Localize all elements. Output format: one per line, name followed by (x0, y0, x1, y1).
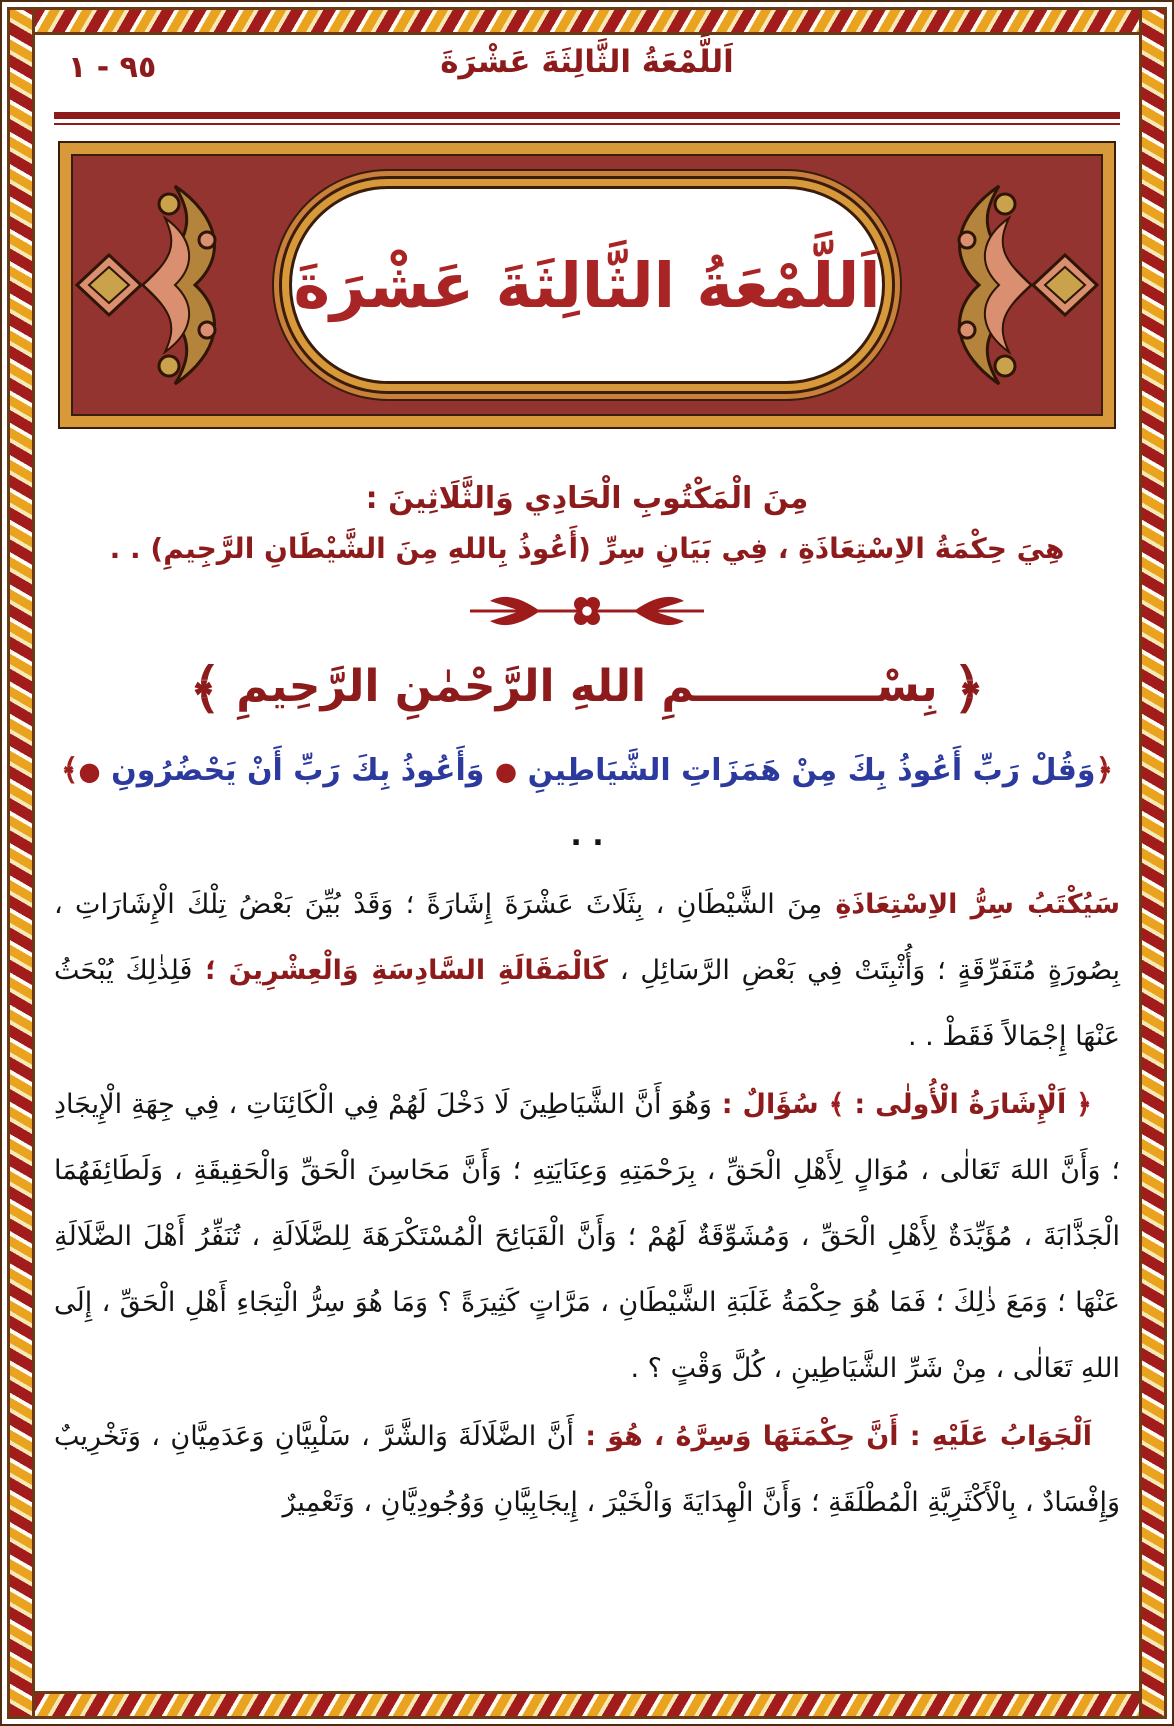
title-panel (289, 186, 885, 384)
text-segment-black: فَلِذٰلِكَ يُبْحَثُ عَنْهَا إِجْمَالاً فَقَطْ . . (54, 955, 1120, 1052)
body-text (54, 872, 1120, 1536)
basmala-open-ornament: ﴿ (953, 657, 985, 720)
topic-line: هِيَ حِكْمَةُ الاِسْتِعَاذَةِ ، فِي بَيَانِ سِرِّ (أَعُوذُ بِاللهِ مِنَ الشَّيْطَانِ الرَّجِيمِ) . . (109, 532, 1065, 565)
text-segment-black: أَنَّ الضَّلَالَةَ وَالشَّرَّ ، سَلْبِيَّانِ وَعَدَمِيَّانِ ، وَتَخْرِيبٌ وَإِفْسَادٌ ، بِالْأَكْثَرِيَّةِ الْمُطْلَقَةِ ؛ وَأَنَّ الْهِدَايَةَ وَالْخَيْرَ ، إِيجَابِيَّانِ وَوُجُودِيَّانِ ، وَتَعْمِيرٌ (54, 1421, 1120, 1518)
border-chain-right (1139, 7, 1167, 1719)
text-segment-red: سَيُكْتَبُ سِرُّ الاِسْتِعَاذَةِ (822, 889, 1120, 920)
text-segment-blue: وَقُلْ رَبِّ أَعُوذُ بِكَ مِنْ هَمَزَاتِ الشَّيَاطِينِ (517, 753, 1096, 788)
running-header-title: اَللَّمْعَةُ الثَّالِثَةَ عَشْرَةَ (440, 44, 734, 80)
chapter-title: اَللَّمْعَةُ الثَّالِثَةَ عَشْرَةَ (293, 248, 881, 322)
text-segment-red-bold: حِكْمَتَهَا وَسِرَّهُ (664, 1421, 856, 1452)
ornate-title-box (60, 143, 1114, 427)
text-segment-black: . . (570, 818, 604, 853)
text-segment-red: اَلْجَوَابُ عَلَيْهِ : أَنَّ (855, 1421, 1092, 1452)
page-number: ٩٥ - ١ (68, 50, 157, 85)
text-segment-red: سُؤَالٌ : (711, 1089, 819, 1120)
arabesque-ornament-right (901, 170, 1101, 400)
paragraph-answer (54, 1404, 1120, 1536)
text-segment-black: مِنَ الشَّيْطَانِ ، بِثَلَاثَ عَشْرَةَ إِشَارَةً ؛ وَقَدْ بُيِّنَ بَعْضُ تِلْكَ الْإِشَارَاتِ ، بِصُورَةٍ مُتَفَرِّقَةٍ ؛ وَأُثْبِتَتْ فِي بَعْضِ الرَّسَائِلِ ، (54, 889, 1120, 986)
page-content (54, 40, 1120, 1686)
text-segment-red: اَلْإِشَارَةُ الْأُولٰى : (844, 1089, 1067, 1120)
border-chain-top (7, 7, 1167, 35)
source-line: مِنَ الْمَكْتُوبِ الْحَادِي وَالثَّلَاثِينَ : (365, 481, 809, 516)
paragraph-intro (54, 872, 1120, 1070)
arabesque-ornament-left (73, 170, 273, 400)
quran-verse (54, 739, 1120, 868)
text-segment-bracket: ﴾ (60, 753, 79, 788)
paragraph-first-indication (54, 1072, 1120, 1402)
basmala-line (54, 641, 1120, 733)
text-segment-red: ، هُوَ : (573, 1421, 665, 1452)
header-divider-rule (54, 112, 1120, 125)
text-segment-bracket: ﴿ (1066, 1089, 1092, 1120)
section-divider-ornament (462, 591, 712, 631)
border-chain-left (7, 7, 35, 1719)
basmala-text: بِسْــــــــــــمِ اللهِ الرَّحْمٰنِ الرَّحِيمِ (236, 661, 938, 712)
text-segment-bracket: ﴿ (1095, 753, 1114, 788)
text-segment-black: وَهُوَ أَنَّ الشَّيَاطِينَ لَا دَخْلَ لَهُمْ فِي الْكَائِنَاتِ ، فِي جِهَةِ الْإِيجَادِ ؛ وَأَنَّ اللهَ تَعَالٰى ، مُوَالٍ لِأَهْلِ الْحَقِّ ، بِرَحْمَتِهِ وَعِنَايَتِهِ ؛ وَأَنَّ مَحَاسِنَ الْحَقِّ وَالْحَقِيقَةِ ، وَلَطَائِفَهُمَا الْجَذَّابَةَ ، مُؤَيِّدَةٌ لِأَهْلِ الْحَقِّ ، وَمُشَوِّقَةٌ لَهُمْ ؛ وَأَنَّ الْقَبَائِحَ الْمُسْتَكْرَهَةَ لِلضَّلَالَةِ ، تُنَفِّرُ أَهْلَ الضَّلَالَةِ عَنْهَا ؛ وَمَعَ ذٰلِكَ ؛ فَمَا هُوَ حِكْمَةُ غَلَبَةِ الشَّيْطَانِ ، مَرَّاتٍ كَثِيرَةً ؟ وَمَا هُوَ سِرُّ الْتِجَاءِ أَهْلِ الْحَقِّ ، إِلَى اللهِ تَعَالٰى ، مِنْ شَرِّ الشَّيَاطِينِ ، كُلَّ وَقْتٍ ؟ . (54, 1089, 1120, 1384)
text-segment-blue: وَأَعُوذُ بِكَ رَبِّ أَنْ يَحْضُرُونِ (100, 753, 495, 788)
border-chain-bottom (7, 1691, 1167, 1719)
text-segment-red: كَالْمَقَالَةِ السَّادِسَةِ وَالْعِشْرِينَ ؛ (192, 955, 608, 986)
page-header (54, 40, 1120, 98)
section-divider (54, 591, 1120, 631)
text-segment-rosette: ● (78, 757, 101, 787)
text-segment-bracket: ﴾ (818, 1089, 845, 1120)
text-segment-rosette: ● (494, 757, 518, 787)
basmala-close-ornament: ﴾ (189, 657, 221, 720)
